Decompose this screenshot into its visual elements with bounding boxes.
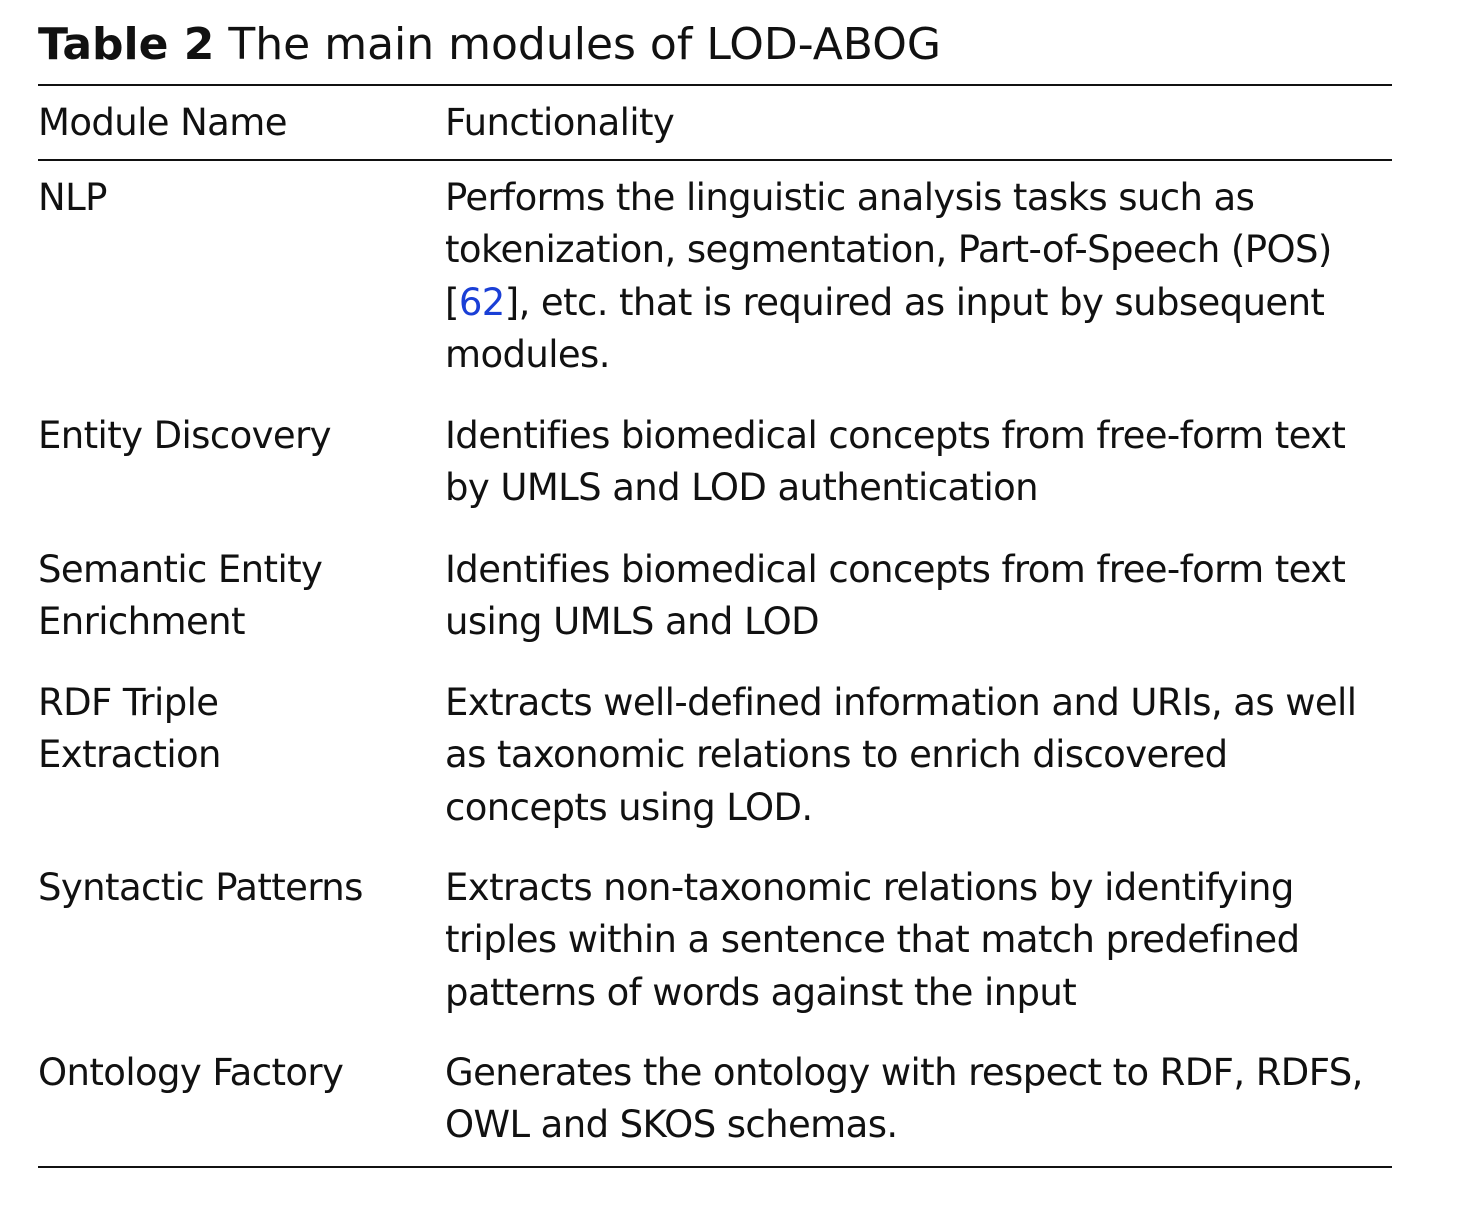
module-name-cell [38, 677, 428, 782]
functionality-cell [445, 1047, 1405, 1152]
module-name-cell [38, 862, 428, 914]
table-caption [38, 14, 941, 76]
module-name-cell [38, 544, 428, 649]
functionality-line: [62], etc. that is required as input by subsequent [445, 280, 1325, 324]
column-header-module-name: Module Name [38, 101, 287, 144]
column-header-functionality: Functionality [445, 101, 675, 144]
module-name: Semantic Entity [38, 548, 323, 591]
functionality-cell [445, 862, 1405, 1019]
functionality-line: tokenization, segmentation, Part-of-Speech (POS) [445, 228, 1332, 272]
module-name: Entity Discovery [38, 414, 331, 457]
functionality-line: modules. [445, 332, 610, 376]
functionality-line: by UMLS and LOD authentication [445, 466, 1039, 510]
functionality-cell [445, 172, 1405, 381]
module-name: Extraction [38, 733, 221, 777]
table-title: The main modules of LOD-ABOG [228, 19, 941, 70]
functionality-line: concepts using LOD. [445, 785, 813, 829]
functionality-line: Identifies biomedical concepts from free-form text [445, 548, 1346, 591]
module-name: RDF Triple [38, 681, 219, 724]
functionality-cell [445, 410, 1405, 515]
module-name: NLP [38, 176, 107, 219]
citation-link[interactable]: 62 [458, 280, 505, 324]
functionality-line: triples within a sentence that match predefined [445, 918, 1300, 962]
functionality-line: Identifies biomedical concepts from free-form text [445, 414, 1346, 457]
functionality-line: Extracts non-taxonomic relations by identifying [445, 866, 1294, 909]
module-name: Syntactic Patterns [38, 866, 363, 909]
module-name-cell [38, 1047, 428, 1099]
module-name: Ontology Factory [38, 1051, 344, 1094]
functionality-line: OWL and SKOS schemas. [445, 1103, 898, 1147]
module-name-cell [38, 172, 428, 224]
module-name: Enrichment [38, 600, 245, 644]
header-rule [38, 159, 1392, 161]
functionality-line: Generates the ontology with respect to RDF, RDFS, [445, 1051, 1363, 1094]
functionality-line: patterns of words against the input [445, 970, 1077, 1014]
functionality-line: Performs the linguistic analysis tasks such as [445, 176, 1255, 219]
functionality-line: using UMLS and LOD [445, 600, 820, 644]
functionality-cell [445, 677, 1405, 834]
functionality-line: Extracts well-defined information and URIs, as well [445, 681, 1357, 724]
functionality-cell [445, 544, 1405, 649]
module-name-cell [38, 410, 428, 462]
table-label: Table 2 [38, 19, 215, 70]
functionality-line: as taxonomic relations to enrich discovered [445, 733, 1228, 777]
top-rule [38, 84, 1392, 86]
bottom-rule [38, 1166, 1392, 1168]
